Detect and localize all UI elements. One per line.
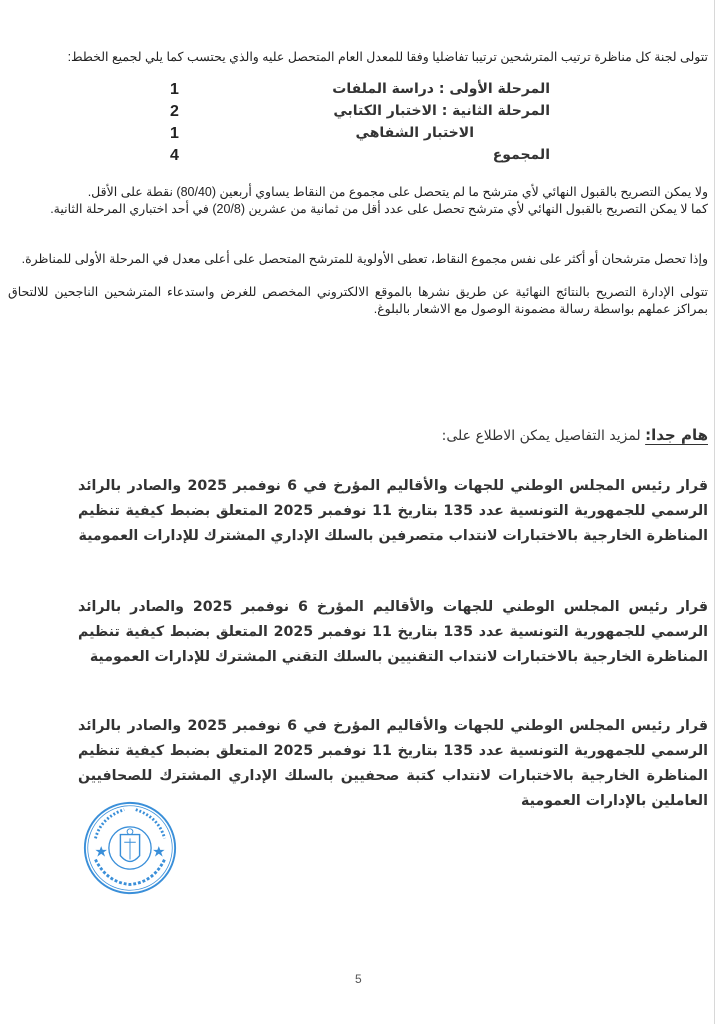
score-row-total [150,147,550,169]
list-item-text: قرار رئيس المجلس الوطني للجهات والأقاليم المؤرخ 6 نوفمبر 2025 والصادر بالرائد الرسمي للجمهورية التونسية عدد 135 بتاريخ 11 نوفمبر 2025 المتعلق بضبط كيفية تنظيم المناظرة الخارجية بالاختبارات لانتداب التقنيين بالسلك التقني المشترك للإدارات العمومية [78,599,709,665]
paragraph-tie-break: وإذا تحصل مترشحان أو أكثر على نفس مجموع النقاط، تعطى الأولوية للمترشح المتحصل على أعلى معدل في المرحلة الأولى للمناظرة. [21,252,708,266]
score-label: المجموع [492,147,550,163]
list-item-text: قرار رئيس المجلس الوطني للجهات والأقاليم المؤرخ في 6 نوفمبر 2025 والصادر بالرائد الرسمي للجمهورية التونسية عدد 135 بتاريخ 11 نوفمبر 2025 المتعلق بضبط كيفية تنظيم المناظرة الخارجية بالاختبارات لانتداب متصرفين بالسلك الإداري المشترك للإدارات العمومية [78,478,709,544]
list-item [78,474,708,549]
paragraph-results: تتولى الإدارة التصريح بالنتائج النهائية عن طريق نشرها بالموقع الالكتروني المخصص للغرض واستدعاء المترشحين الناجحين للالتحاق بمراكز عملهم بواسطة رسالة مضمونة الوصول مع الاشعار بالبلوغ. [8,285,708,316]
page-edge-line [714,0,715,1024]
score-label: المرحلة الثانية : الاختبار الكتابي [333,103,550,119]
score-row [150,125,550,147]
score-label: المرحلة الأولى : دراسة الملفات [332,81,550,97]
important-text: لمزيد التفاصيل يمكن الاطلاع على: [441,428,646,444]
score-table [150,81,550,169]
score-label: الاختبار الشفاهي [355,125,474,141]
important-heading [442,426,708,444]
intro-text: تتولى لجنة كل مناظرة ترتيب المترشحين ترتيبا تفاضليا وفقا للمعدل العام المتحصل عليه والذي يحتسب كما يلي لجميع الخطط: [67,50,708,64]
paragraph-minimum-exam: كما لا يمكن التصريح بالقبول النهائي لأي مترشح تحصل على عدد أقل من ثمانية من عشرين (20/8) في أحد اختباري المرحلة الثانية. [50,202,708,216]
list-item [78,714,708,814]
list-item-text: قرار رئيس المجلس الوطني للجهات والأقاليم المؤرخ في 6 نوفمبر 2025 والصادر بالرائد الرسمي للجمهورية التونسية عدد 135 بتاريخ 11 نوفمبر 2025 المتعلق بضبط كيفية تنظيم المناظرة الخارجية بالاختبارات لانتداب كتبة صحفيين بالسلك الإداري المشترك للصحافيين العاملين بالإدارات العمومية [78,718,709,809]
official-stamp-icon [82,800,178,896]
paragraph-minimum-score: ولا يمكن التصريح بالقبول النهائي لأي مترشح ما لم يتحصل على مجموع من النقاط يساوي أربعين (80/40) نقطة على الأقل. [87,185,708,199]
score-row [150,81,550,103]
page-number: 5 [355,972,362,986]
score-value: 4 [170,147,179,164]
list-item [78,595,708,670]
important-label: هام جدا: [645,426,708,444]
score-value: 1 [170,125,179,142]
score-value: 1 [170,81,179,98]
score-value: 2 [170,103,179,120]
score-row [150,103,550,125]
